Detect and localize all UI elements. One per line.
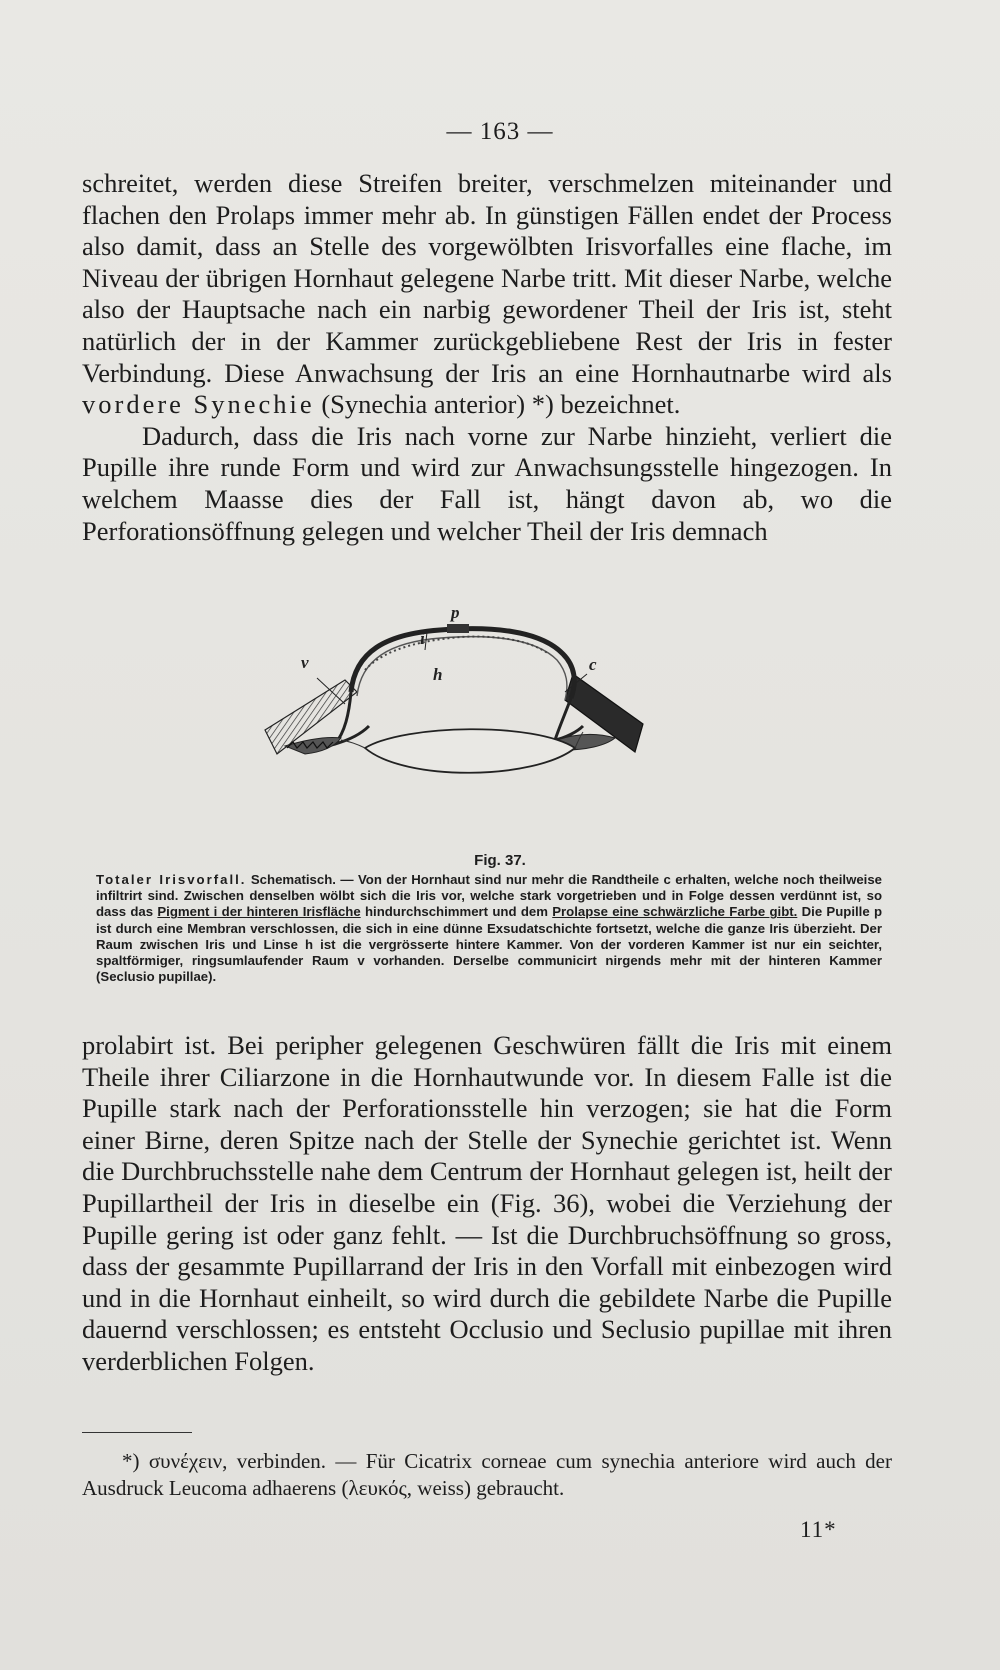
figure-caption: Totaler Irisvorfall. Schematisch. — Von der Hornhaut sind nur mehr die Randtheile c erhalten, welche noch theilweise infiltrirt sind. Zwischen denselben wölbt sich die Iris vor, welche stark vorgetrieben und in Folge dessen verdünnt ist, so dass das Pigment i der hinteren Irisfläche hindurchschimmert und dem Prolapse eine schwärzliche Farbe gibt. Die Pupille p ist durch eine Membran verschlossen, die sich in eine dünne Exsudatschichte fortsetzt, welche die ganze Iris überzieht. Der Raum zwischen Iris und Linse h ist die vergrösserte hintere Kammer. Von der vorderen Kammer ist nur ein seichter, spaltförmiger, ringsumlaufender Raum v vorhanden. Derselbe communicirt nirgends mehr mit der hinteren Kammer (Seclusio pupillae).: [96, 872, 883, 985]
label-c: c: [589, 655, 597, 674]
label-i: i: [420, 629, 425, 648]
caption-underlined-2: Prolapse eine schwärzliche Farbe gibt.: [552, 904, 798, 920]
figure-number: Fig. 37.: [474, 852, 526, 869]
term-vordere-synechie: vordere Synechie: [82, 389, 315, 420]
label-p: p: [451, 603, 460, 622]
footnote-rule: [82, 1432, 192, 1433]
iris-dome: [351, 629, 574, 698]
paragraph-3: prolabirt ist. Bei peripher gelegenen Geschwüren fällt die Iris mit einem Theile ihrer Ciliarzone in die Hornhautwunde vor. In diesem Falle ist die Pupille stark nach der Perforationsstelle hin verzogen; sie hat die Form einer Birne, deren Spitze nach der Stelle der Synechie gerichtet ist. Wenn die Durchbruchsstelle nahe dem Centrum der Hornhaut gelegen ist, heilt der Pupillartheil der Iris in dieselbe ein (Fig. 36), wobei die Verziehung der Pupille gering ist oder ganz fehlt. — Ist die Durchbruchsöffnung so gross, dass der gesammte Pupillarrand der Iris in den Vorfall mit einbezogen wird und in die Hornhaut einheilt, so wird durch die gebildete Narbe die Pupille dauernd verschlossen; es entsteht Occlusio und Seclusio pupillae mit ihren verderblichen Folgen.: [82, 1030, 892, 1376]
caption-underlined-1: Pigment i der hinteren Irisfläche: [157, 904, 361, 920]
caption-title: Totaler Irisvorfall.: [96, 872, 247, 887]
body-text-bottom: [82, 1030, 892, 1378]
signature-mark: 11*: [800, 1517, 837, 1542]
paragraph-1: schreitet, werden diese Streifen breiter, verschmelzen miteinander und flachen den Prolaps immer mehr ab. In günstigen Fällen endet der Process also damit, dass an Stelle des vorgewölbten Irisvorfalles eine flache, im Niveau der übrigen Hornhaut gelegene Narbe tritt. Mit dieser Narbe, welche also der Hauptsache nach ein narbig gewordener Theil der Iris ist, steht natürlich der in der Kammer zurückgebliebene Rest der Iris in fester Verbindung. Diese Anwachsung der Iris an eine Hornhautnarbe wird als vordere Synechie (Synechia anterior) *) bezeichnet.: [82, 168, 892, 420]
paragraph-2: Dadurch, dass die Iris nach vorne zur Narbe hinzieht, verliert die Pupille ihre runde Form und wird zur Anwachsungsstelle hingezogen. In welchem Maasse dies der Fall ist, hängt davon ab, wo die Perforationsöffnung gelegen und welcher Theil der Iris demnach: [82, 420, 892, 546]
page-number: — 163 —: [446, 118, 554, 145]
body-text-top: [82, 168, 892, 547]
figure-37-diagram: [265, 603, 695, 842]
label-h: h: [433, 665, 443, 684]
label-v: v: [301, 653, 309, 672]
lens: [365, 729, 575, 773]
footnote: *) συνέχειν, verbinden. — Für Cicatrix corneae cum synechia anteriore wird auch der Ausdruck Leucoma adhaerens (λευκός, weiss) gebraucht.: [82, 1449, 892, 1500]
